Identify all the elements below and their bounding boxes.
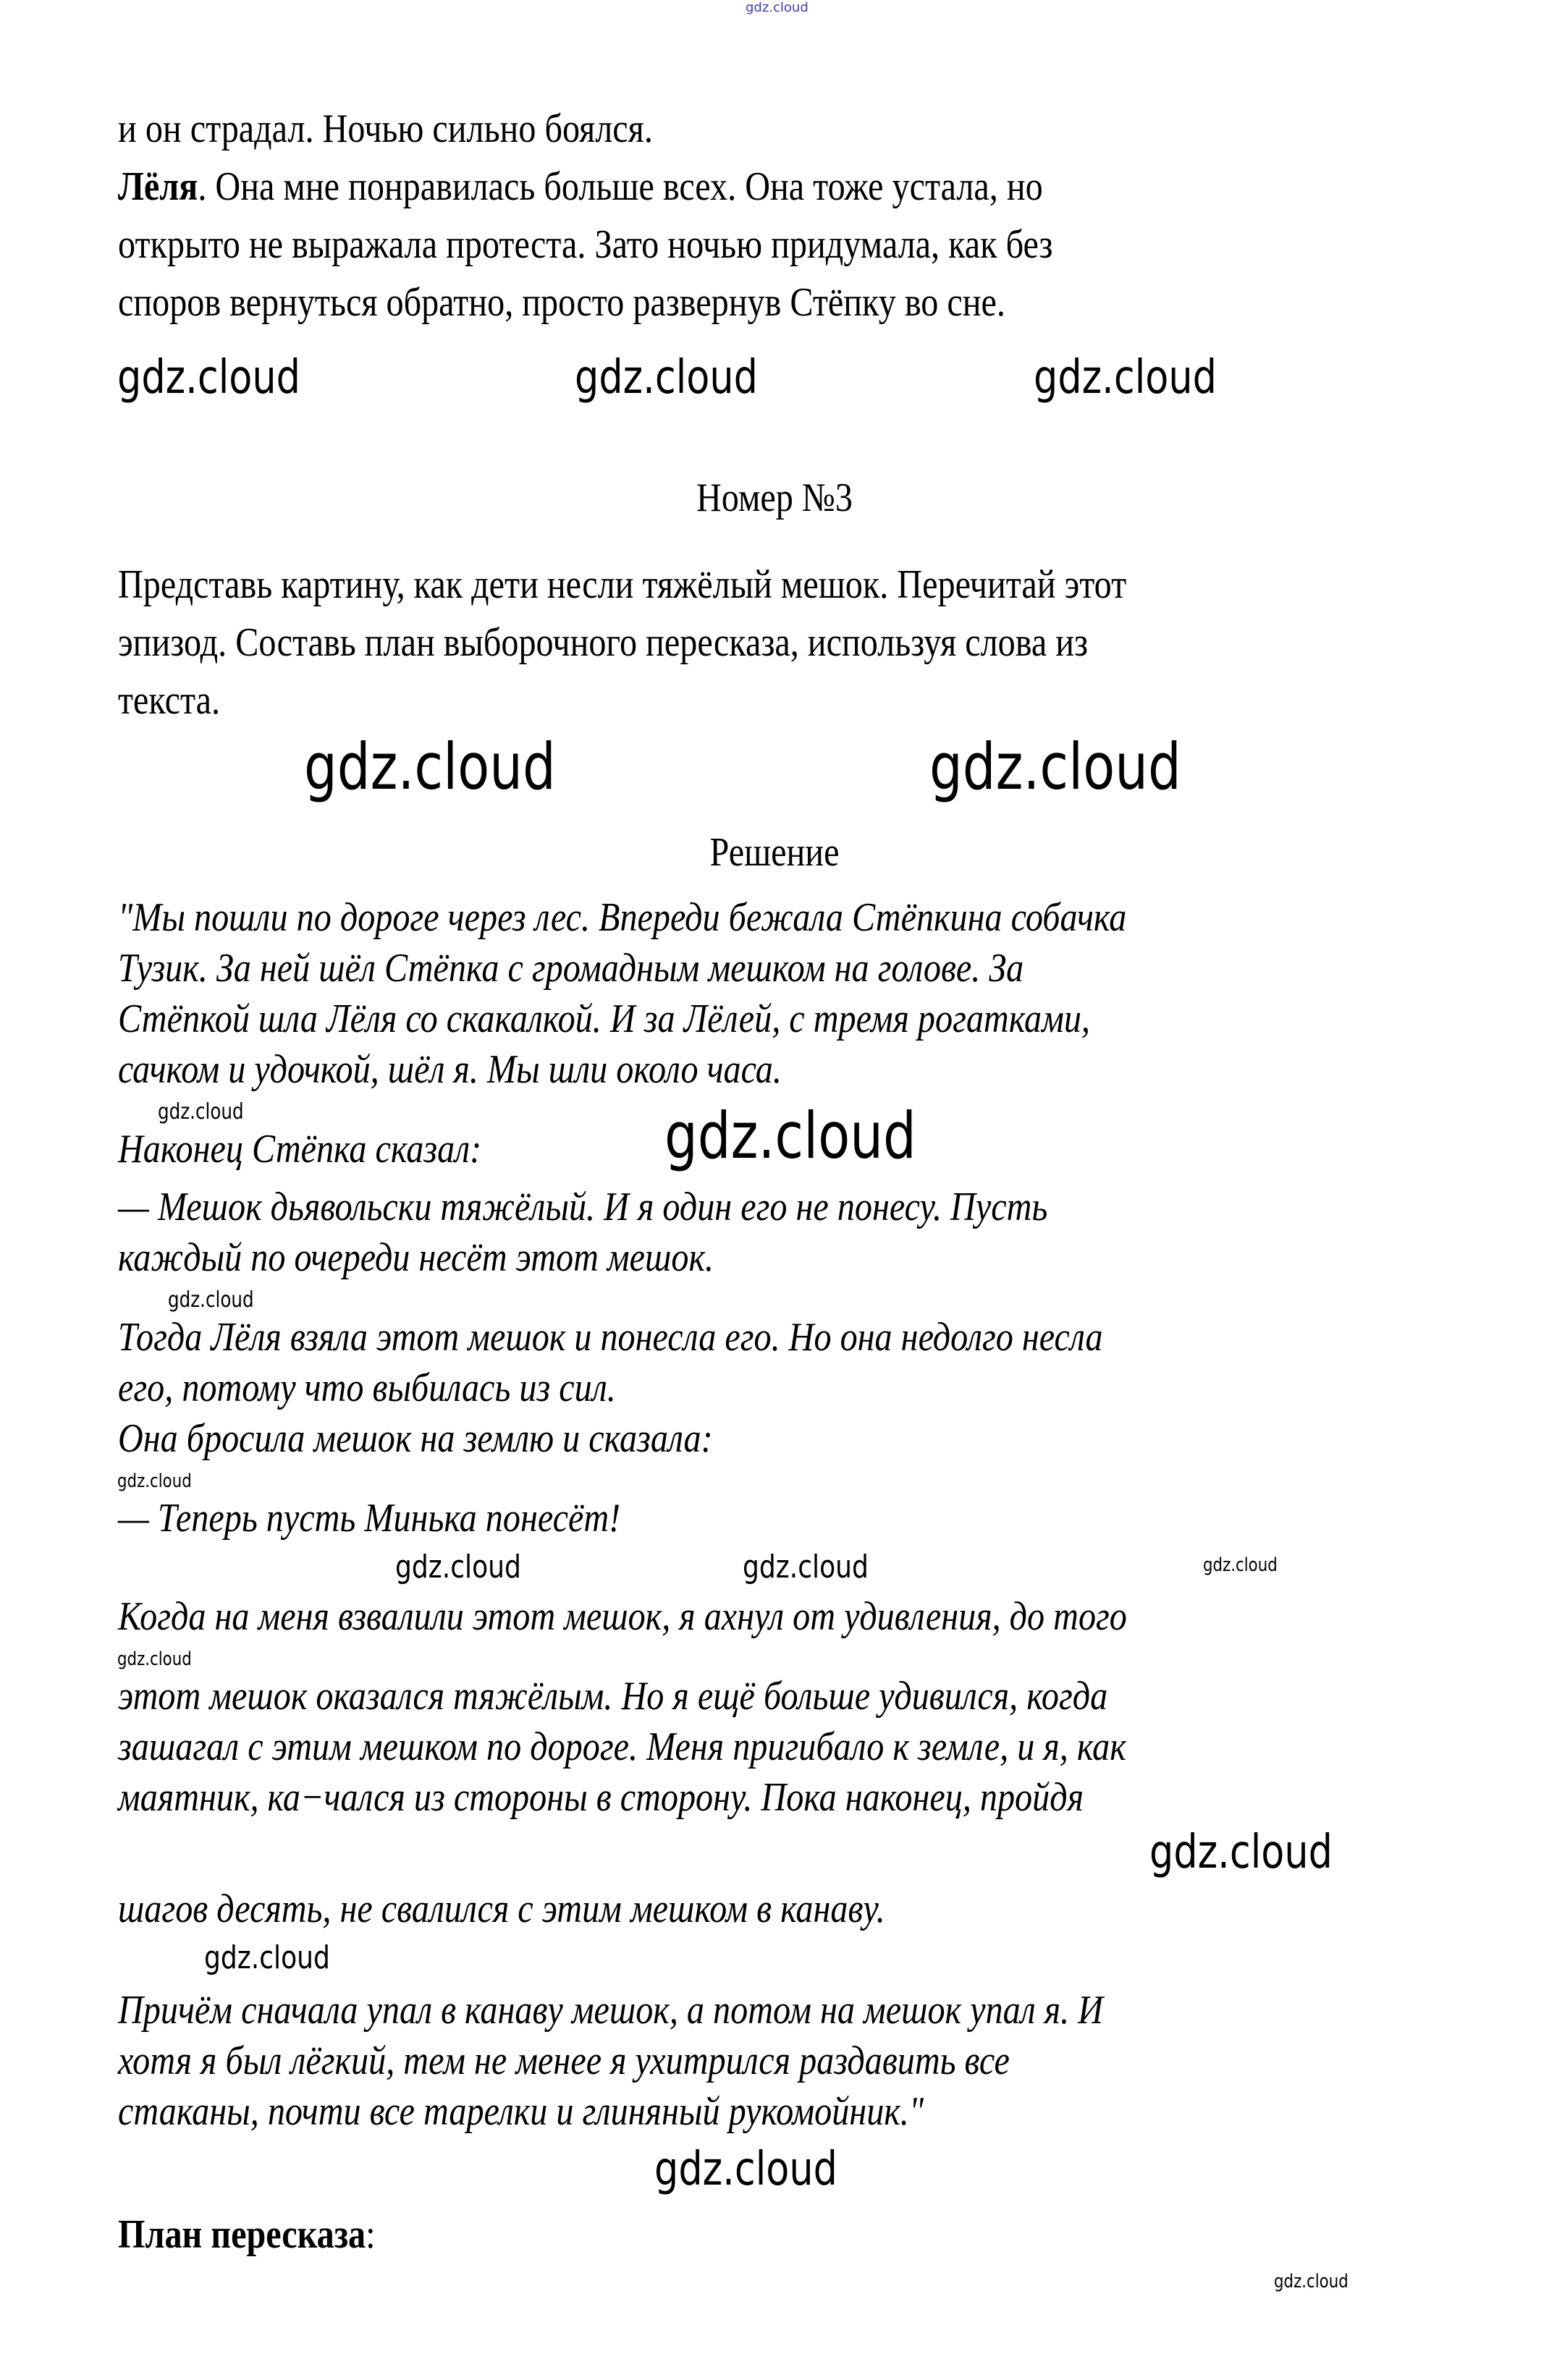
quote-line: Она бросила мешок на землю и сказала:	[118, 1416, 713, 1461]
task-title: Номер №3	[696, 475, 853, 520]
quote-line: Тузик. За ней шёл Стёпка с громадным мешком на голове. За	[118, 946, 1024, 991]
quote-line: — Мешок дьявольски тяжёлый. И я один его не понесу. Пусть	[118, 1185, 1048, 1229]
quote-line: стаканы, почти все тарелки и глиняный рукомойник."	[118, 2089, 924, 2134]
quote-line: хотя я был лёгкий, тем не менее я ухитрился раздавить все	[118, 2038, 1010, 2083]
quote-line: "Мы пошли по дороге через лес. Впереди бежала Стёпкина собачка	[118, 895, 1127, 940]
watermark: gdz.cloud	[168, 1287, 254, 1313]
solution-title: Решение	[709, 830, 840, 875]
character-name-lelya: Лёля	[118, 164, 198, 209]
quote-line: Когда на меня взвалили этот мешок, я ахнул от удивления, до того	[118, 1594, 1127, 1639]
watermark: gdz.cloud	[117, 1648, 192, 1670]
task-line-3: текста.	[118, 678, 221, 723]
watermark: gdz.cloud	[1034, 351, 1217, 405]
watermark: gdz.cloud	[117, 1470, 192, 1492]
quote-line: каждый по очереди несёт этот мешок.	[118, 1235, 714, 1280]
plan-colon: :	[366, 2212, 376, 2257]
watermark: gdz.cloud	[204, 1939, 330, 1976]
quote-line: Наконец Стёпка сказал:	[118, 1127, 482, 1172]
watermark: gdz.cloud	[395, 1549, 521, 1585]
quote-line: маятник, ка−чался из стороны в сторону. Пока наконец, пройдя	[118, 1775, 1084, 1820]
watermark: gdz.cloud	[929, 729, 1181, 804]
plan-heading	[118, 2214, 376, 2255]
watermark: gdz.cloud	[158, 1099, 244, 1125]
watermark: gdz.cloud	[304, 729, 556, 804]
intro-line-3: открыто не выражала протеста. Зато ночью придумала, как без	[118, 222, 1053, 267]
watermark: gdz.cloud	[1149, 1826, 1333, 1879]
quote-line: его, потому что выбилась из сил.	[118, 1365, 616, 1410]
watermark: gdz.cloud	[1203, 1554, 1278, 1576]
header-watermark: gdz.cloud	[746, 0, 809, 15]
watermark: gdz.cloud	[743, 1549, 869, 1585]
watermark: gdz.cloud	[654, 2143, 837, 2196]
quote-line: сачком и удочкой, шёл я. Мы шли около часа.	[118, 1047, 782, 1092]
watermark: gdz.cloud	[1274, 2271, 1348, 2292]
quote-line: Тогда Лёля взяла этот мешок и понесла его. Но она недолго несла	[118, 1315, 1103, 1360]
plan-label: План пересказа	[118, 2212, 366, 2257]
task-line-1: Представь картину, как дети несли тяжёлый мешок. Перечитай этот	[118, 562, 1127, 607]
quote-line: Стёпкой шла Лёля со скакалкой. И за Лёлей, с тремя рогатками,	[118, 996, 1090, 1041]
intro-line-1: и он страдал. Ночью сильно боялся.	[118, 106, 653, 151]
intro-line-4: споров вернуться обратно, просто развернув Стёпку во сне.	[118, 280, 1005, 325]
intro-line-2	[118, 166, 1043, 207]
quote-line: шагов десять, не свалился с этим мешком в канаву.	[118, 1886, 885, 1931]
watermark: gdz.cloud	[664, 1098, 916, 1173]
task-line-2: эпизод. Составь план выборочного пересказа, используя слова из	[118, 620, 1089, 665]
quote-line: этот мешок оказался тяжёлым. Но я ещё больше удивился, когда	[118, 1674, 1108, 1719]
watermark: gdz.cloud	[575, 351, 758, 405]
quote-line: зашагал с этим мешком по дороге. Меня пригибало к земле, и я, как	[118, 1724, 1126, 1769]
quote-line: — Теперь пусть Минька понесёт!	[118, 1496, 621, 1541]
watermark: gdz.cloud	[117, 351, 300, 405]
quote-line: Причём сначала упал в канаву мешок, а потом на мешок упал я. И	[118, 1988, 1103, 2033]
intro-line-2-text: . Она мне понравилась больше всех. Она тоже устала, но	[198, 164, 1043, 209]
